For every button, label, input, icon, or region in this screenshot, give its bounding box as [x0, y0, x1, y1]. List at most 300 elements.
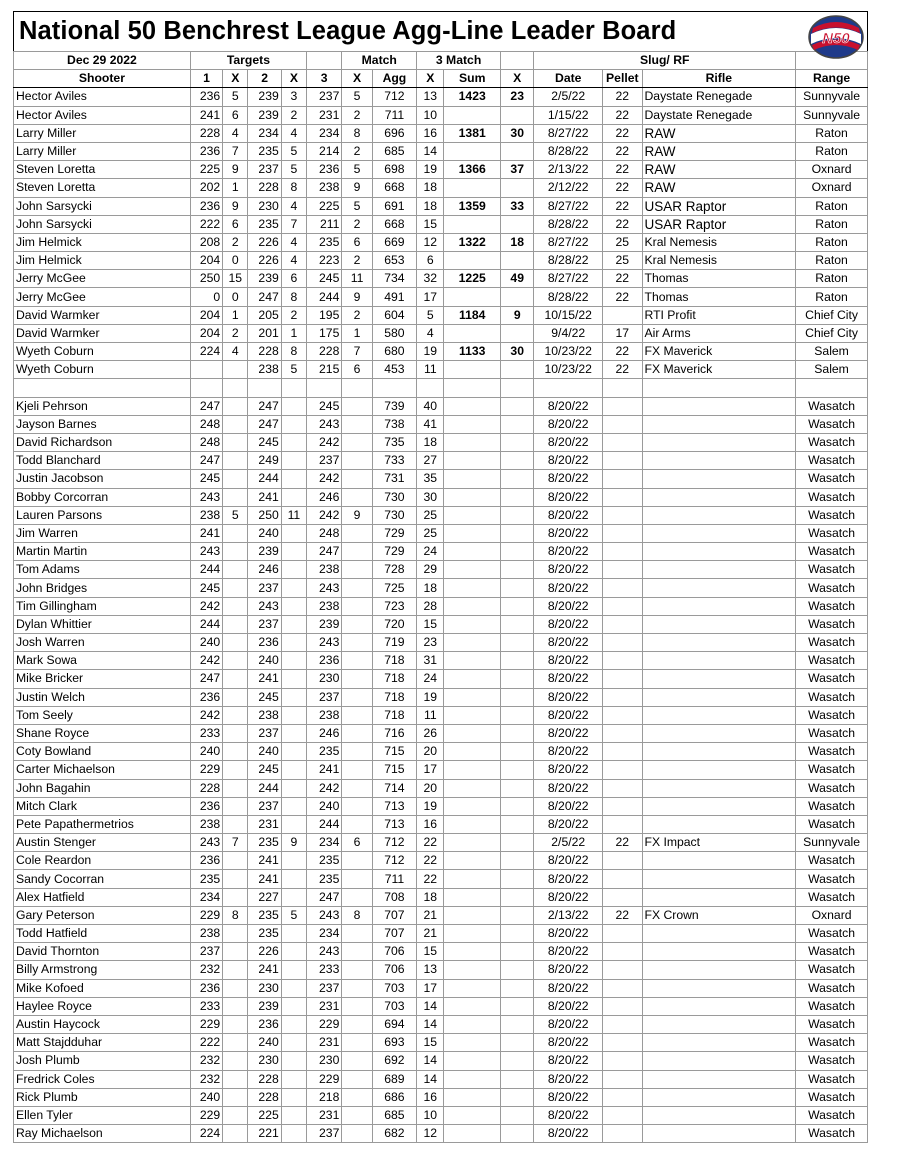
cell-sum-x: 49: [501, 270, 534, 288]
cell-rifle: [642, 852, 796, 870]
cell-target-3: 235: [307, 743, 342, 761]
cell-rifle: USAR Raptor: [642, 197, 796, 215]
n50-logo: [807, 14, 865, 60]
cell-x-3: 5: [342, 197, 372, 215]
cell-x-2: [281, 1125, 306, 1143]
cell-sum-x: [501, 724, 534, 742]
cell-shooter: Matt Stajdduhar: [14, 1034, 191, 1052]
cell-agg: 738: [372, 415, 416, 433]
cell-sum-x: [501, 1052, 534, 1070]
cell-date: 8/20/22: [534, 561, 603, 579]
cell-x-1: [223, 561, 248, 579]
cell-sum-x: 37: [501, 161, 534, 179]
cell-sum: [444, 797, 501, 815]
cell-x-2: [281, 543, 306, 561]
cell-pellet: [603, 943, 642, 961]
cell-target-3: 234: [307, 925, 342, 943]
column-header-sum: Sum: [444, 70, 501, 88]
cell-pellet: 22: [603, 179, 642, 197]
cell-target-1: 228: [190, 124, 222, 142]
cell-target-2: 243: [248, 597, 281, 615]
cell-x-3: 6: [342, 233, 372, 251]
cell-target-2: 228: [248, 343, 281, 361]
cell-agg: 693: [372, 1034, 416, 1052]
cell-agg-x: [417, 379, 444, 397]
cell-pellet: [603, 561, 642, 579]
table-row: [14, 452, 868, 470]
cell-date: 8/20/22: [534, 1070, 603, 1088]
table-row: [14, 197, 868, 215]
cell-pellet: [603, 724, 642, 742]
cell-shooter: John Bagahin: [14, 779, 191, 797]
cell-x-2: 1: [281, 324, 306, 342]
cell-agg-x: 11: [417, 706, 444, 724]
cell-x-1: [223, 634, 248, 652]
cell-target-3: 231: [307, 997, 342, 1015]
cell-agg-x: 23: [417, 634, 444, 652]
cell-x-3: 6: [342, 834, 372, 852]
cell-x-3: 6: [342, 361, 372, 379]
cell-range: Wasatch: [796, 488, 868, 506]
cell-sum-x: [501, 252, 534, 270]
cell-target-2: 235: [248, 142, 281, 160]
cell-target-1: 236: [190, 852, 222, 870]
column-header-target-3: 3: [307, 70, 342, 88]
cell-sum: [444, 652, 501, 670]
cell-shooter: Larry Miller: [14, 142, 191, 160]
cell-pellet: [603, 688, 642, 706]
leaderboard-sheet: [13, 11, 868, 1143]
cell-target-1: 238: [190, 506, 222, 524]
cell-x-3: [342, 1125, 372, 1143]
cell-pellet: [603, 1034, 642, 1052]
cell-range: Oxnard: [796, 179, 868, 197]
table-row: [14, 688, 868, 706]
cell-x-3: [342, 397, 372, 415]
cell-range: Sunnyvale: [796, 834, 868, 852]
cell-date: 1/15/22: [534, 106, 603, 124]
cell-sum: [444, 361, 501, 379]
cell-date: 8/20/22: [534, 706, 603, 724]
cell-target-2: 228: [248, 1088, 281, 1106]
cell-x-3: [342, 870, 372, 888]
cell-x-2: [281, 615, 306, 633]
cell-target-3: 223: [307, 252, 342, 270]
cell-range: Wasatch: [796, 433, 868, 451]
cell-range: Wasatch: [796, 470, 868, 488]
cell-target-2: 241: [248, 961, 281, 979]
cell-shooter: Steven Loretta: [14, 179, 191, 197]
cell-agg-x: 5: [417, 306, 444, 324]
cell-agg: 685: [372, 142, 416, 160]
cell-pellet: 25: [603, 252, 642, 270]
cell-agg: 733: [372, 452, 416, 470]
cell-x-1: [223, 815, 248, 833]
cell-sum: [444, 324, 501, 342]
table-row: [14, 379, 868, 397]
cell-x-1: [223, 688, 248, 706]
cell-pellet: [603, 488, 642, 506]
cell-shooter: David Warmker: [14, 324, 191, 342]
cell-pellet: [603, 634, 642, 652]
cell-target-2: 241: [248, 870, 281, 888]
cell-range: Raton: [796, 215, 868, 233]
cell-pellet: [603, 379, 642, 397]
cell-target-3: 215: [307, 361, 342, 379]
cell-rifle: Daystate Renegade: [642, 88, 796, 106]
cell-x-1: [223, 943, 248, 961]
cell-agg: 711: [372, 870, 416, 888]
cell-range: Chief City: [796, 324, 868, 342]
cell-x-2: [281, 815, 306, 833]
cell-target-3: 237: [307, 979, 342, 997]
cell-range: Wasatch: [796, 1052, 868, 1070]
cell-agg: 689: [372, 1070, 416, 1088]
cell-pellet: [603, 615, 642, 633]
cell-x-3: 11: [342, 270, 372, 288]
cell-sum: 1322: [444, 233, 501, 251]
cell-sum: [444, 906, 501, 924]
cell-target-1: 235: [190, 870, 222, 888]
cell-shooter: Shane Royce: [14, 724, 191, 742]
cell-target-3: 235: [307, 852, 342, 870]
cell-agg-x: 16: [417, 815, 444, 833]
cell-agg: 707: [372, 925, 416, 943]
cell-target-1: 240: [190, 634, 222, 652]
cell-pellet: [603, 470, 642, 488]
cell-range: Wasatch: [796, 597, 868, 615]
cell-range: Wasatch: [796, 724, 868, 742]
cell-date: 2/12/22: [534, 179, 603, 197]
cell-agg-x: 22: [417, 852, 444, 870]
cell-range: Wasatch: [796, 852, 868, 870]
cell-agg-x: 13: [417, 88, 444, 106]
cell-date: 8/27/22: [534, 197, 603, 215]
cell-sum-x: [501, 906, 534, 924]
cell-pellet: [603, 1015, 642, 1033]
cell-agg: 680: [372, 343, 416, 361]
cell-pellet: [603, 852, 642, 870]
cell-x-3: [342, 470, 372, 488]
cell-sum-x: [501, 997, 534, 1015]
cell-range: Wasatch: [796, 761, 868, 779]
cell-x-2: 4: [281, 197, 306, 215]
cell-sum-x: [501, 361, 534, 379]
cell-agg: 580: [372, 324, 416, 342]
cell-target-2: 230: [248, 197, 281, 215]
cell-target-3: 245: [307, 270, 342, 288]
cell-pellet: [603, 706, 642, 724]
cell-sum-x: [501, 888, 534, 906]
table-row: [14, 415, 868, 433]
cell-target-3: 241: [307, 761, 342, 779]
cell-pellet: [603, 433, 642, 451]
cell-x-1: [223, 361, 248, 379]
cell-x-3: 9: [342, 288, 372, 306]
cell-rifle: [642, 815, 796, 833]
cell-target-1: 222: [190, 215, 222, 233]
cell-sum: 1133: [444, 343, 501, 361]
cell-x-3: [342, 761, 372, 779]
cell-target-2: 205: [248, 306, 281, 324]
cell-range: Raton: [796, 252, 868, 270]
cell-sum-x: [501, 597, 534, 615]
cell-pellet: 22: [603, 88, 642, 106]
cell-agg-x: 19: [417, 161, 444, 179]
cell-agg-x: 18: [417, 888, 444, 906]
cell-target-1: 208: [190, 233, 222, 251]
cell-rifle: Kral Nemesis: [642, 233, 796, 251]
cell-range: Wasatch: [796, 524, 868, 542]
cell-target-3: 238: [307, 179, 342, 197]
table-row: [14, 343, 868, 361]
cell-x-2: [281, 997, 306, 1015]
cell-target-3: 234: [307, 124, 342, 142]
cell-target-2: 234: [248, 124, 281, 142]
cell-range: Wasatch: [796, 1070, 868, 1088]
cell-agg: 731: [372, 470, 416, 488]
cell-x-2: [281, 761, 306, 779]
cell-target-2: 247: [248, 415, 281, 433]
cell-x-2: [281, 1052, 306, 1070]
cell-shooter: Cole Reardon: [14, 852, 191, 870]
cell-x-3: 5: [342, 161, 372, 179]
cell-date: 8/20/22: [534, 925, 603, 943]
header-targets: Targets: [190, 52, 306, 70]
cell-sum-x: [501, 852, 534, 870]
cell-target-1: 242: [190, 597, 222, 615]
cell-target-3: 243: [307, 943, 342, 961]
table-row: [14, 1070, 868, 1088]
cell-x-2: [281, 1070, 306, 1088]
cell-agg-x: 24: [417, 543, 444, 561]
cell-x-1: 6: [223, 106, 248, 124]
logo-text: N50: [822, 30, 850, 47]
cell-x-1: [223, 1106, 248, 1124]
cell-sum-x: [501, 670, 534, 688]
cell-target-2: 226: [248, 252, 281, 270]
cell-target-2: 227: [248, 888, 281, 906]
cell-shooter: Bobby Corcorran: [14, 488, 191, 506]
table-row: [14, 506, 868, 524]
cell-date: 8/28/22: [534, 215, 603, 233]
column-header-rifle: Rifle: [642, 70, 796, 88]
cell-range: Wasatch: [796, 797, 868, 815]
cell-sum-x: [501, 415, 534, 433]
cell-sum: [444, 961, 501, 979]
cell-date: 8/20/22: [534, 1125, 603, 1143]
cell-sum-x: 30: [501, 343, 534, 361]
cell-target-1: 248: [190, 433, 222, 451]
cell-pellet: 22: [603, 161, 642, 179]
cell-x-3: 2: [342, 142, 372, 160]
cell-target-3: 244: [307, 288, 342, 306]
cell-target-2: 238: [248, 706, 281, 724]
cell-x-1: [223, 615, 248, 633]
cell-shooter: John Sarsycki: [14, 197, 191, 215]
cell-x-1: [223, 488, 248, 506]
cell-target-1: 232: [190, 1052, 222, 1070]
cell-target-2: 245: [248, 688, 281, 706]
cell-sum-x: [501, 106, 534, 124]
cell-rifle: [642, 688, 796, 706]
cell-target-3: 243: [307, 906, 342, 924]
cell-x-1: [223, 761, 248, 779]
cell-agg-x: 15: [417, 943, 444, 961]
cell-x-2: [281, 1034, 306, 1052]
cell-sum-x: [501, 379, 534, 397]
cell-agg-x: 16: [417, 124, 444, 142]
cell-pellet: [603, 652, 642, 670]
cell-rifle: Kral Nemesis: [642, 252, 796, 270]
cell-range: Oxnard: [796, 906, 868, 924]
cell-target-3: 235: [307, 233, 342, 251]
cell-x-2: 3: [281, 88, 306, 106]
cell-x-2: [281, 1015, 306, 1033]
cell-rifle: [642, 670, 796, 688]
cell-rifle: RAW: [642, 179, 796, 197]
cell-date: 2/13/22: [534, 906, 603, 924]
cell-target-1: 243: [190, 488, 222, 506]
cell-target-3: 238: [307, 706, 342, 724]
cell-target-3: 233: [307, 961, 342, 979]
cell-target-2: 225: [248, 1106, 281, 1124]
cell-pellet: [603, 543, 642, 561]
cell-target-3: 237: [307, 88, 342, 106]
cell-date: 8/20/22: [534, 1034, 603, 1052]
cell-x-2: 4: [281, 124, 306, 142]
table-row: [14, 1034, 868, 1052]
cell-sum: [444, 724, 501, 742]
cell-x-2: [281, 524, 306, 542]
cell-range: Raton: [796, 142, 868, 160]
table-row: [14, 397, 868, 415]
cell-target-2: 226: [248, 943, 281, 961]
cell-x-3: [342, 943, 372, 961]
cell-range: Wasatch: [796, 579, 868, 597]
cell-agg: 713: [372, 815, 416, 833]
cell-sum: [444, 415, 501, 433]
table-row: [14, 743, 868, 761]
cell-date: 8/20/22: [534, 488, 603, 506]
cell-x-2: [281, 579, 306, 597]
cell-date: 8/20/22: [534, 743, 603, 761]
cell-agg: 707: [372, 906, 416, 924]
cell-sum: [444, 688, 501, 706]
cell-date: 8/27/22: [534, 270, 603, 288]
cell-sum: [444, 979, 501, 997]
table-row: [14, 1106, 868, 1124]
cell-x-3: 2: [342, 252, 372, 270]
cell-x-1: [223, 743, 248, 761]
cell-date: 8/20/22: [534, 779, 603, 797]
cell-agg-x: 19: [417, 688, 444, 706]
cell-sum-x: [501, 524, 534, 542]
cell-shooter: Hector Aviles: [14, 106, 191, 124]
cell-pellet: 22: [603, 343, 642, 361]
cell-x-3: [342, 615, 372, 633]
cell-agg-x: 22: [417, 870, 444, 888]
cell-range: Wasatch: [796, 925, 868, 943]
cell-x-2: 2: [281, 106, 306, 124]
cell-x-3: [342, 925, 372, 943]
cell-sum-x: [501, 1070, 534, 1088]
cell-x-1: [223, 1070, 248, 1088]
cell-x-3: [342, 797, 372, 815]
cell-date: 8/20/22: [534, 797, 603, 815]
cell-target-2: 240: [248, 652, 281, 670]
cell-x-3: [342, 888, 372, 906]
cell-sum: [444, 634, 501, 652]
table-row: [14, 106, 868, 124]
cell-sum: 1184: [444, 306, 501, 324]
cell-rifle: [642, 524, 796, 542]
cell-sum: [444, 1125, 501, 1143]
cell-range: Sunnyvale: [796, 106, 868, 124]
cell-range: Wasatch: [796, 670, 868, 688]
cell-x-2: [281, 688, 306, 706]
cell-pellet: [603, 1052, 642, 1070]
cell-target-1: 248: [190, 415, 222, 433]
cell-date: 8/20/22: [534, 761, 603, 779]
cell-shooter: Pete Papathermetrios: [14, 815, 191, 833]
cell-range: Wasatch: [796, 1106, 868, 1124]
cell-range: [796, 379, 868, 397]
cell-rifle: [642, 415, 796, 433]
cell-date: 8/20/22: [534, 670, 603, 688]
cell-target-3: 238: [307, 561, 342, 579]
cell-agg: 694: [372, 1015, 416, 1033]
table-row: [14, 724, 868, 742]
cell-x-1: 7: [223, 142, 248, 160]
cell-shooter: Wyeth Coburn: [14, 361, 191, 379]
cell-pellet: [603, 779, 642, 797]
cell-x-1: [223, 1034, 248, 1052]
cell-shooter: Jim Helmick: [14, 233, 191, 251]
cell-date: 10/23/22: [534, 361, 603, 379]
cell-x-2: [281, 670, 306, 688]
cell-agg: 703: [372, 997, 416, 1015]
cell-sum: 1366: [444, 161, 501, 179]
cell-target-3: 246: [307, 724, 342, 742]
cell-target-3: 236: [307, 652, 342, 670]
table-row: [14, 888, 868, 906]
cell-sum-x: [501, 179, 534, 197]
cell-target-3: 242: [307, 433, 342, 451]
table-row: [14, 706, 868, 724]
cell-range: Wasatch: [796, 961, 868, 979]
cell-target-2: [248, 379, 281, 397]
cell-agg: 698: [372, 161, 416, 179]
cell-pellet: [603, 961, 642, 979]
cell-agg-x: 15: [417, 615, 444, 633]
cell-x-3: [342, 379, 372, 397]
cell-agg-x: 17: [417, 979, 444, 997]
cell-range: Wasatch: [796, 688, 868, 706]
cell-target-3: 244: [307, 815, 342, 833]
cell-x-2: [281, 561, 306, 579]
cell-date: 8/20/22: [534, 997, 603, 1015]
cell-x-1: [223, 452, 248, 470]
cell-x-2: 5: [281, 161, 306, 179]
cell-agg-x: 14: [417, 997, 444, 1015]
cell-rifle: [642, 652, 796, 670]
cell-agg-x: 21: [417, 906, 444, 924]
cell-x-3: [342, 1015, 372, 1033]
table-row: [14, 543, 868, 561]
cell-sum-x: [501, 761, 534, 779]
table-row: [14, 361, 868, 379]
